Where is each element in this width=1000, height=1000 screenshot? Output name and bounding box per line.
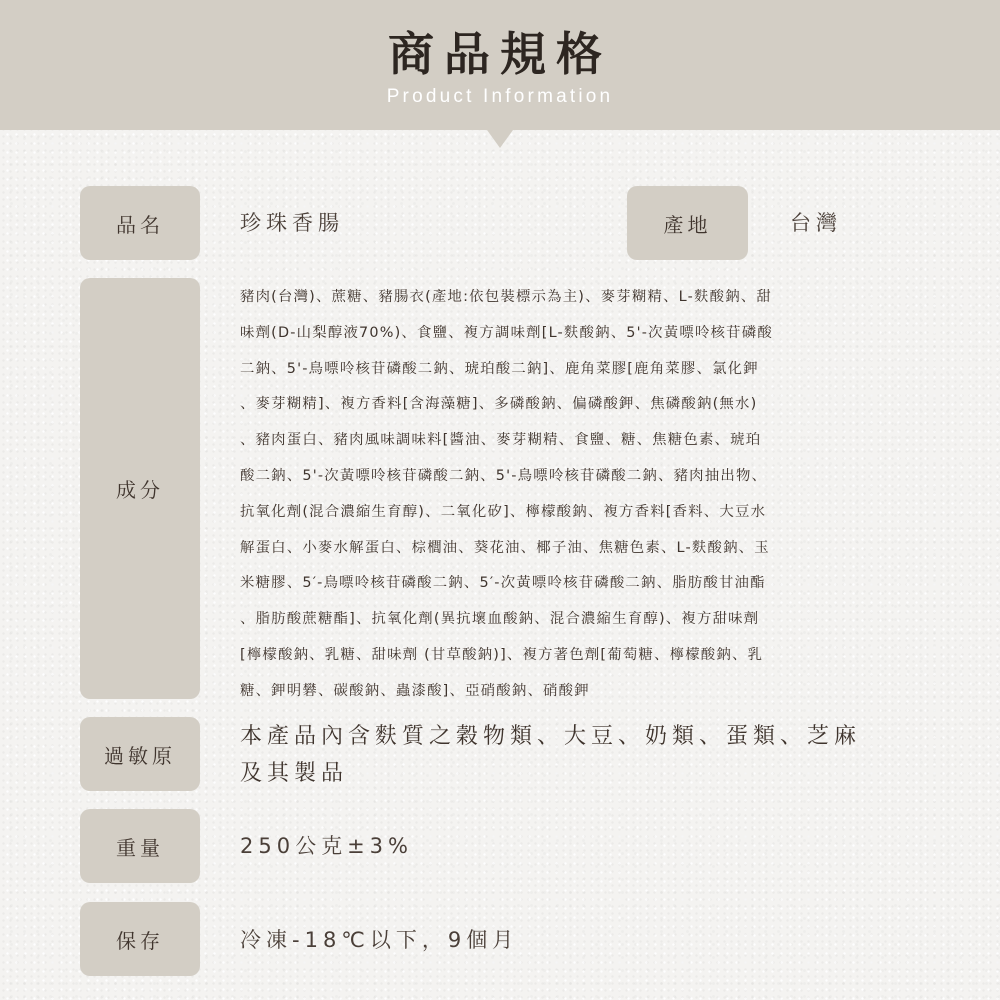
storage-value: 冷凍-18℃以下，9個月	[240, 928, 519, 952]
allergen-text	[240, 718, 861, 792]
ingredients-line: 、豬肉蛋白、豬肉風味調味料[醬油、麥芽糊精、食鹽、糖、焦糖色素、琥珀	[240, 432, 762, 449]
ingredients-line: 米糖膠、5′-鳥嘌呤核苷磷酸二鈉、5′-次黃嘌呤核苷磷酸二鈉、脂肪酸甘油酯	[240, 575, 766, 592]
storage-label: 保存	[80, 902, 200, 976]
ingredients-line: 糖、鉀明礬、碳酸鈉、蟲漆酸]、亞硝酸鈉、硝酸鉀	[240, 682, 590, 699]
ingredients-line: 二鈉、5'-鳥嘌呤核苷磷酸二鈉、琥珀酸二鈉]、鹿角菜膠[鹿角菜膠、氯化鉀	[240, 360, 759, 377]
weight-label: 重量	[80, 809, 200, 883]
origin-value: 台灣	[790, 211, 842, 235]
allergen-line: 及其製品	[240, 761, 349, 786]
ingredients-line: 味劑(D-山梨醇液70%)、食鹽、複方調味劑[L-麩酸鈉、5'-次黃嘌呤核苷磷酸	[240, 324, 773, 341]
ingredients-line: 抗氧化劑(混合濃縮生育醇)、二氧化矽]、檸檬酸鈉、複方香料[香料、大豆水	[240, 503, 767, 520]
ingredients-label: 成分	[80, 278, 200, 699]
ingredients-line: [檸檬酸鈉、乳糖、甜味劑 (甘草酸鈉)]、複方著色劑[葡萄糖、檸檬酸鈉、乳	[240, 646, 764, 663]
origin-label: 產地	[627, 186, 748, 260]
allergen-label: 過敏原	[80, 717, 200, 791]
header-band	[0, 0, 1000, 130]
allergen-line: 本產品內含麩質之穀物類、大豆、奶類、蛋類、芝麻	[240, 724, 862, 749]
name-value: 珍珠香腸	[240, 211, 344, 235]
ingredients-text	[240, 280, 905, 710]
name-label: 品名	[80, 186, 200, 260]
ingredients-line: 酸二鈉、5'-次黃嘌呤核苷磷酸二鈉、5'-鳥嘌呤核苷磷酸二鈉、豬肉抽出物、	[240, 467, 768, 484]
ingredients-line: 、脂肪酸蔗糖酯]、抗氧化劑(異抗壞血酸鈉、混合濃縮生育醇)、複方甜味劑	[240, 611, 760, 628]
header-pointer	[487, 130, 513, 148]
weight-value: 250公克±3%	[240, 834, 413, 858]
page-title: 商品規格	[388, 27, 612, 81]
ingredients-line: 、麥芽糊精]、複方香料[含海藻糖]、多磷酸鈉、偏磷酸鉀、焦磷酸鈉(無水)	[240, 396, 758, 413]
ingredients-line: 豬肉(台灣)、蔗糖、豬腸衣(產地:依包裝標示為主)、麥芽糊精、L-麩酸鈉、甜	[240, 289, 772, 305]
ingredients-line: 解蛋白、小麥水解蛋白、棕櫚油、葵花油、椰子油、焦糖色素、L-麩酸鈉、玉	[240, 539, 770, 556]
page-subtitle: Product Information	[386, 86, 614, 107]
